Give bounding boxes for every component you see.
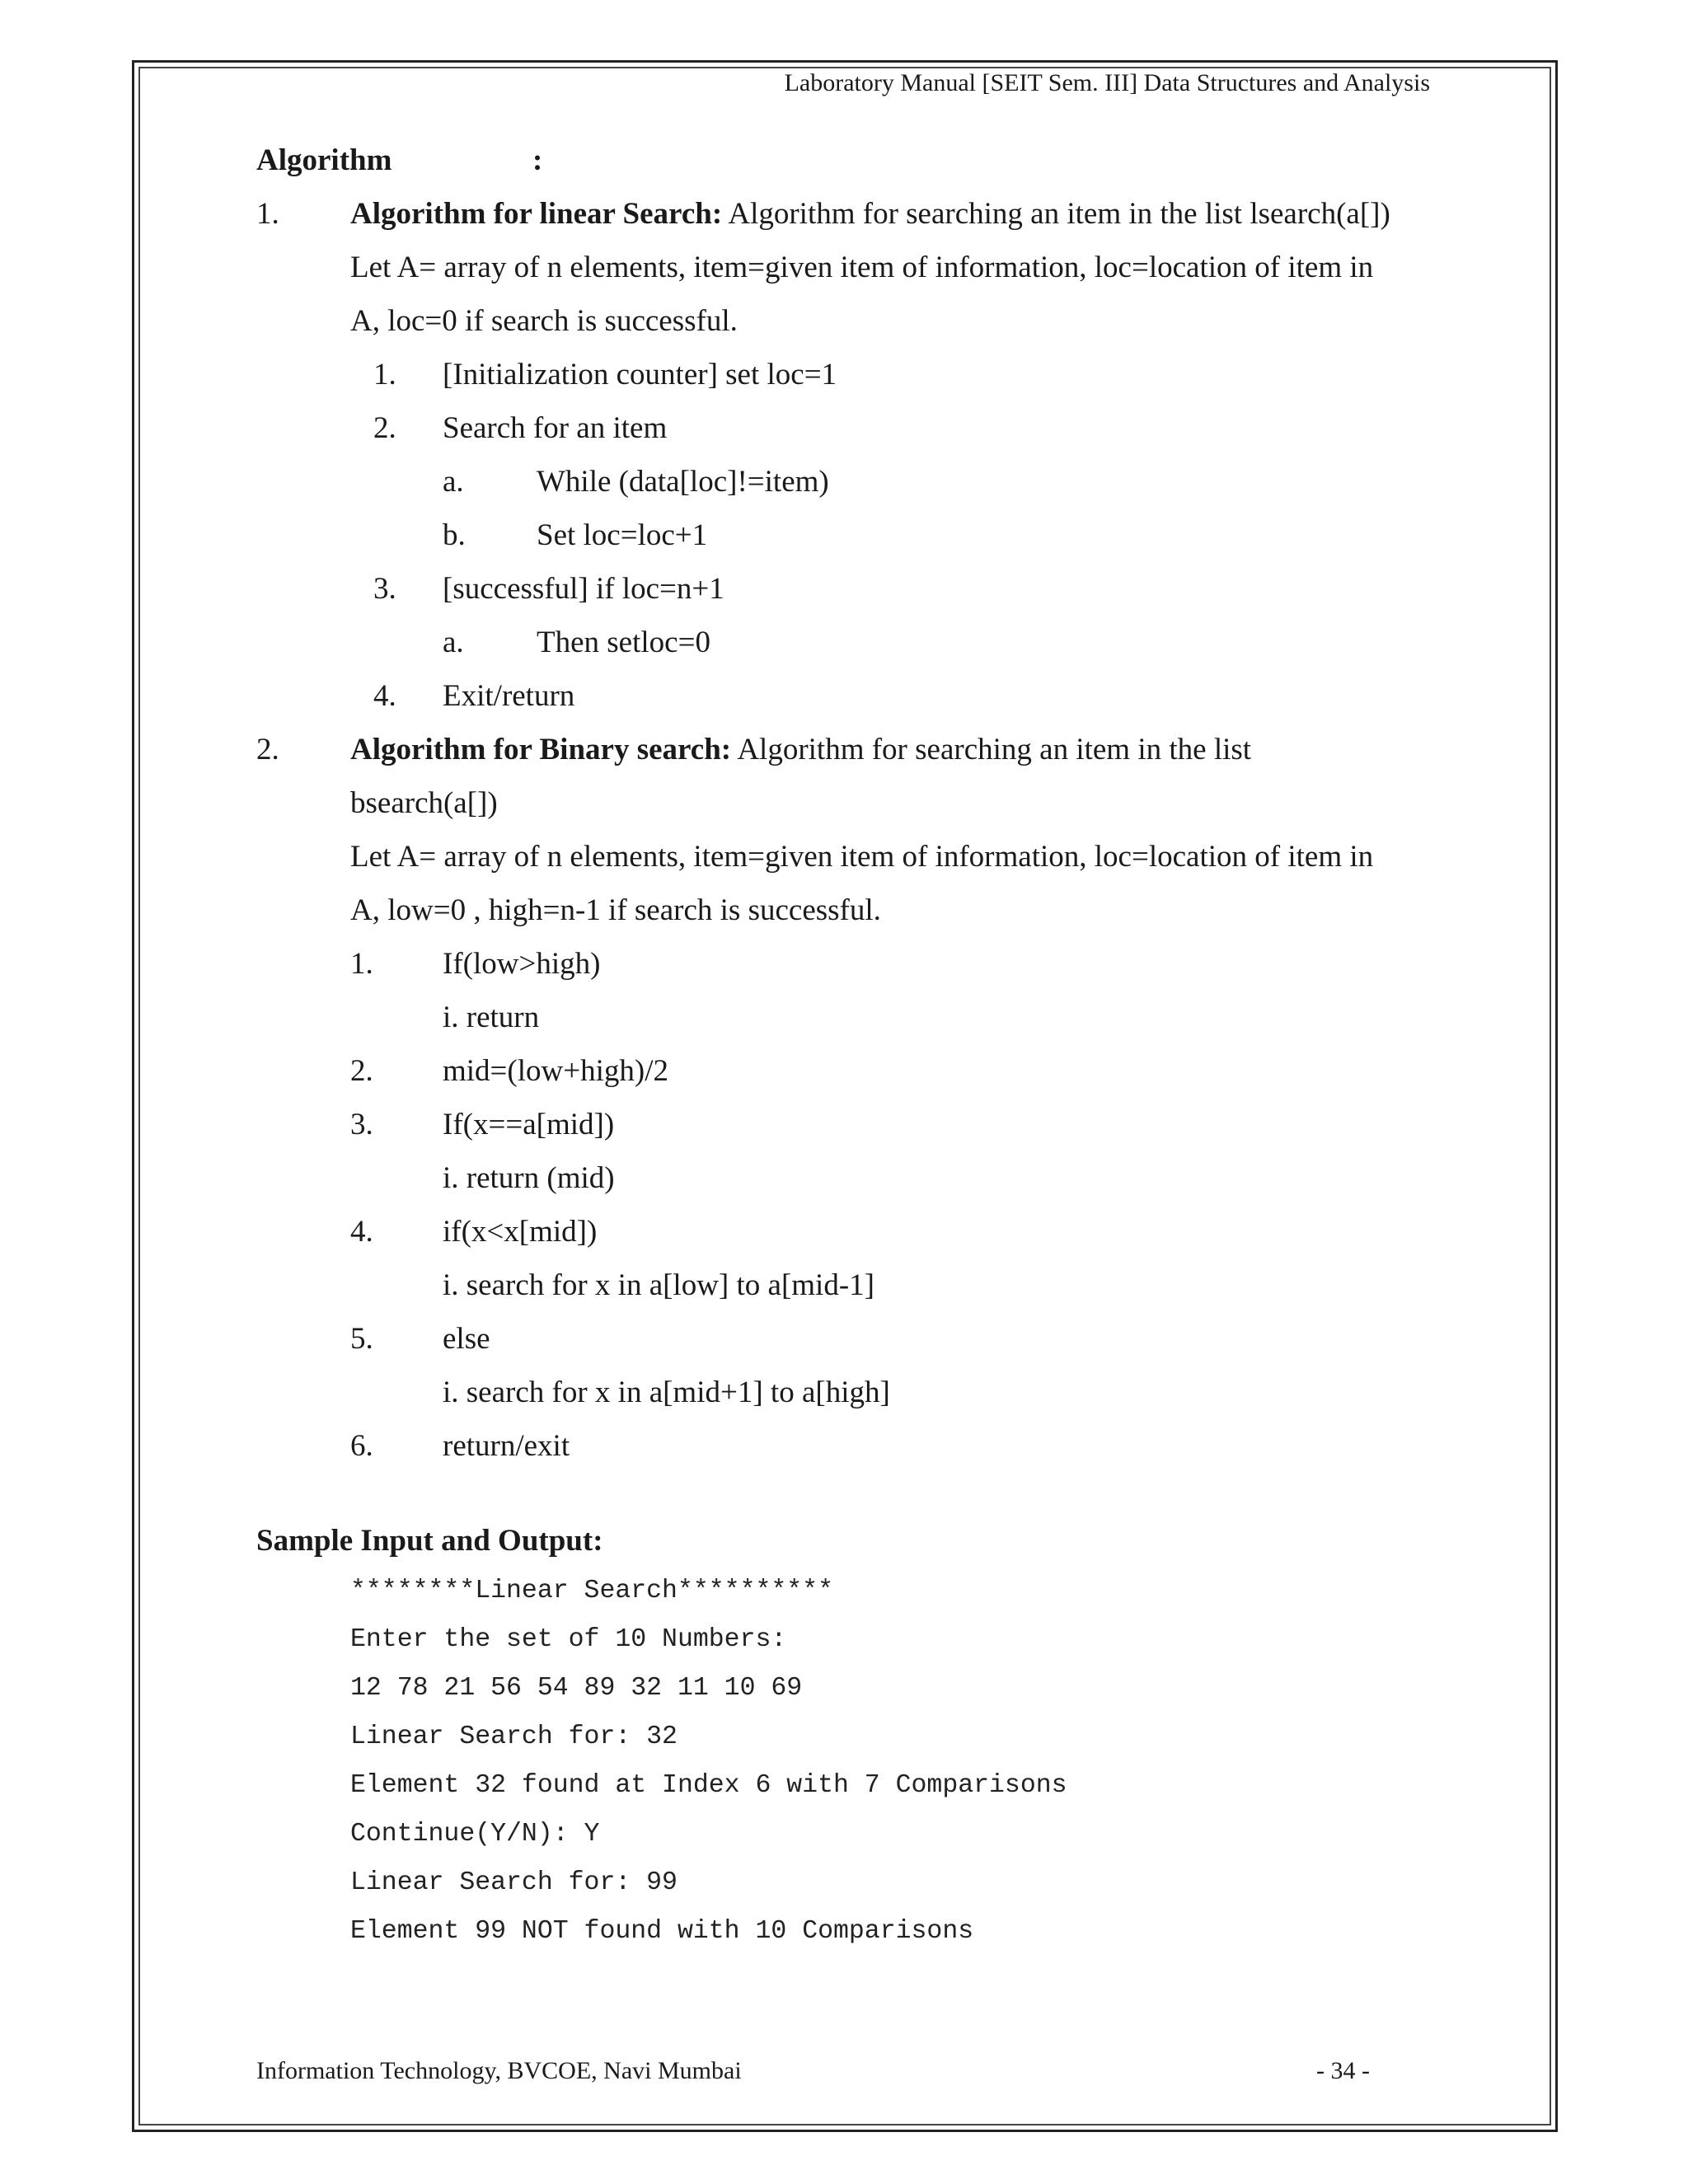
binary-let-line2: A, low=0 , high=n-1 if search is successful. [350, 893, 881, 927]
binary-step-subtext: i. search for x in a[low] to a[mid-1] [443, 1268, 874, 1302]
linear-step-text: Exit/return [443, 679, 575, 713]
algorithm-heading-colon: : [532, 143, 543, 177]
linear-step-number: 2. [373, 411, 396, 445]
sample-output-line: ********Linear Search********** [350, 1577, 833, 1605]
linear-substep-letter: b. [443, 518, 466, 552]
linear-substep-letter: a. [443, 626, 464, 659]
sample-output-line: Enter the set of 10 Numbers: [350, 1625, 787, 1654]
linear-step-text: [Initialization counter] set loc=1 [443, 358, 837, 391]
page-border-inner [138, 67, 1551, 2125]
linear-title-line [350, 199, 1390, 229]
page-number: - 34 - [1316, 2057, 1370, 2084]
linear-substep-text: While (data[loc]!=item) [537, 465, 829, 499]
binary-step-text: return/exit [443, 1429, 570, 1463]
binary-desc-continued: bsearch(a[]) [350, 786, 498, 820]
linear-desc: Algorithm for searching an item in the list lsearch(a[]) [728, 197, 1390, 231]
binary-step-number: 6. [350, 1429, 373, 1463]
sample-heading: Sample Input and Output: [256, 1524, 603, 1558]
linear-step-number: 1. [373, 358, 396, 391]
binary-desc: Algorithm for searching an item in the list [737, 733, 1252, 766]
binary-title: Algorithm for Binary search: [350, 733, 732, 766]
binary-step-text: if(x<x[mid]) [443, 1215, 598, 1249]
linear-number: 1. [256, 197, 279, 231]
binary-step-number: 2. [350, 1054, 373, 1088]
sample-output-line: Element 32 found at Index 6 with 7 Comparisons [350, 1771, 1067, 1800]
sample-output-line: Linear Search for: 99 [350, 1868, 678, 1897]
binary-step-text: else [443, 1322, 490, 1356]
linear-step-number: 3. [373, 572, 396, 606]
footer-institution: Information Technology, BVCOE, Navi Mumbai [256, 2057, 742, 2084]
linear-title: Algorithm for linear Search: [350, 197, 723, 231]
binary-step-text: If(x==a[mid]) [443, 1108, 615, 1141]
binary-number: 2. [256, 733, 279, 766]
algorithm-heading: Algorithm [256, 143, 392, 177]
binary-step-subtext: i. search for x in a[mid+1] to a[high] [443, 1376, 890, 1409]
binary-step-number: 5. [350, 1322, 373, 1356]
binary-step-subtext: i. return (mid) [443, 1161, 615, 1195]
binary-step-subtext: i. return [443, 1001, 540, 1034]
sample-output-line: Element 99 NOT found with 10 Comparisons [350, 1917, 974, 1946]
binary-step-text: If(low>high) [443, 947, 601, 981]
linear-substep-letter: a. [443, 465, 464, 499]
running-header: Laboratory Manual [SEIT Sem. III] Data Structures and Analysis [784, 69, 1430, 96]
binary-title-line [350, 734, 1251, 765]
linear-step-text: [successful] if loc=n+1 [443, 572, 724, 606]
linear-let-line1: Let A= array of n elements, item=given item of information, loc=location of item in [350, 251, 1374, 284]
binary-step-number: 3. [350, 1108, 373, 1141]
sample-output-line: Linear Search for: 32 [350, 1722, 678, 1751]
linear-step-text: Search for an item [443, 411, 668, 445]
linear-substep-text: Set loc=loc+1 [537, 518, 708, 552]
linear-substep-text: Then setloc=0 [537, 626, 710, 659]
linear-step-number: 4. [373, 679, 396, 713]
binary-step-text: mid=(low+high)/2 [443, 1054, 668, 1088]
sample-output-line: 12 78 21 56 54 89 32 11 10 69 [350, 1674, 803, 1703]
binary-let-line1: Let A= array of n elements, item=given item of information, loc=location of item in [350, 840, 1374, 874]
binary-step-number: 4. [350, 1215, 373, 1249]
binary-step-number: 1. [350, 947, 373, 981]
linear-let-line2: A, loc=0 if search is successful. [350, 304, 738, 338]
sample-output-line: Continue(Y/N): Y [350, 1820, 600, 1849]
